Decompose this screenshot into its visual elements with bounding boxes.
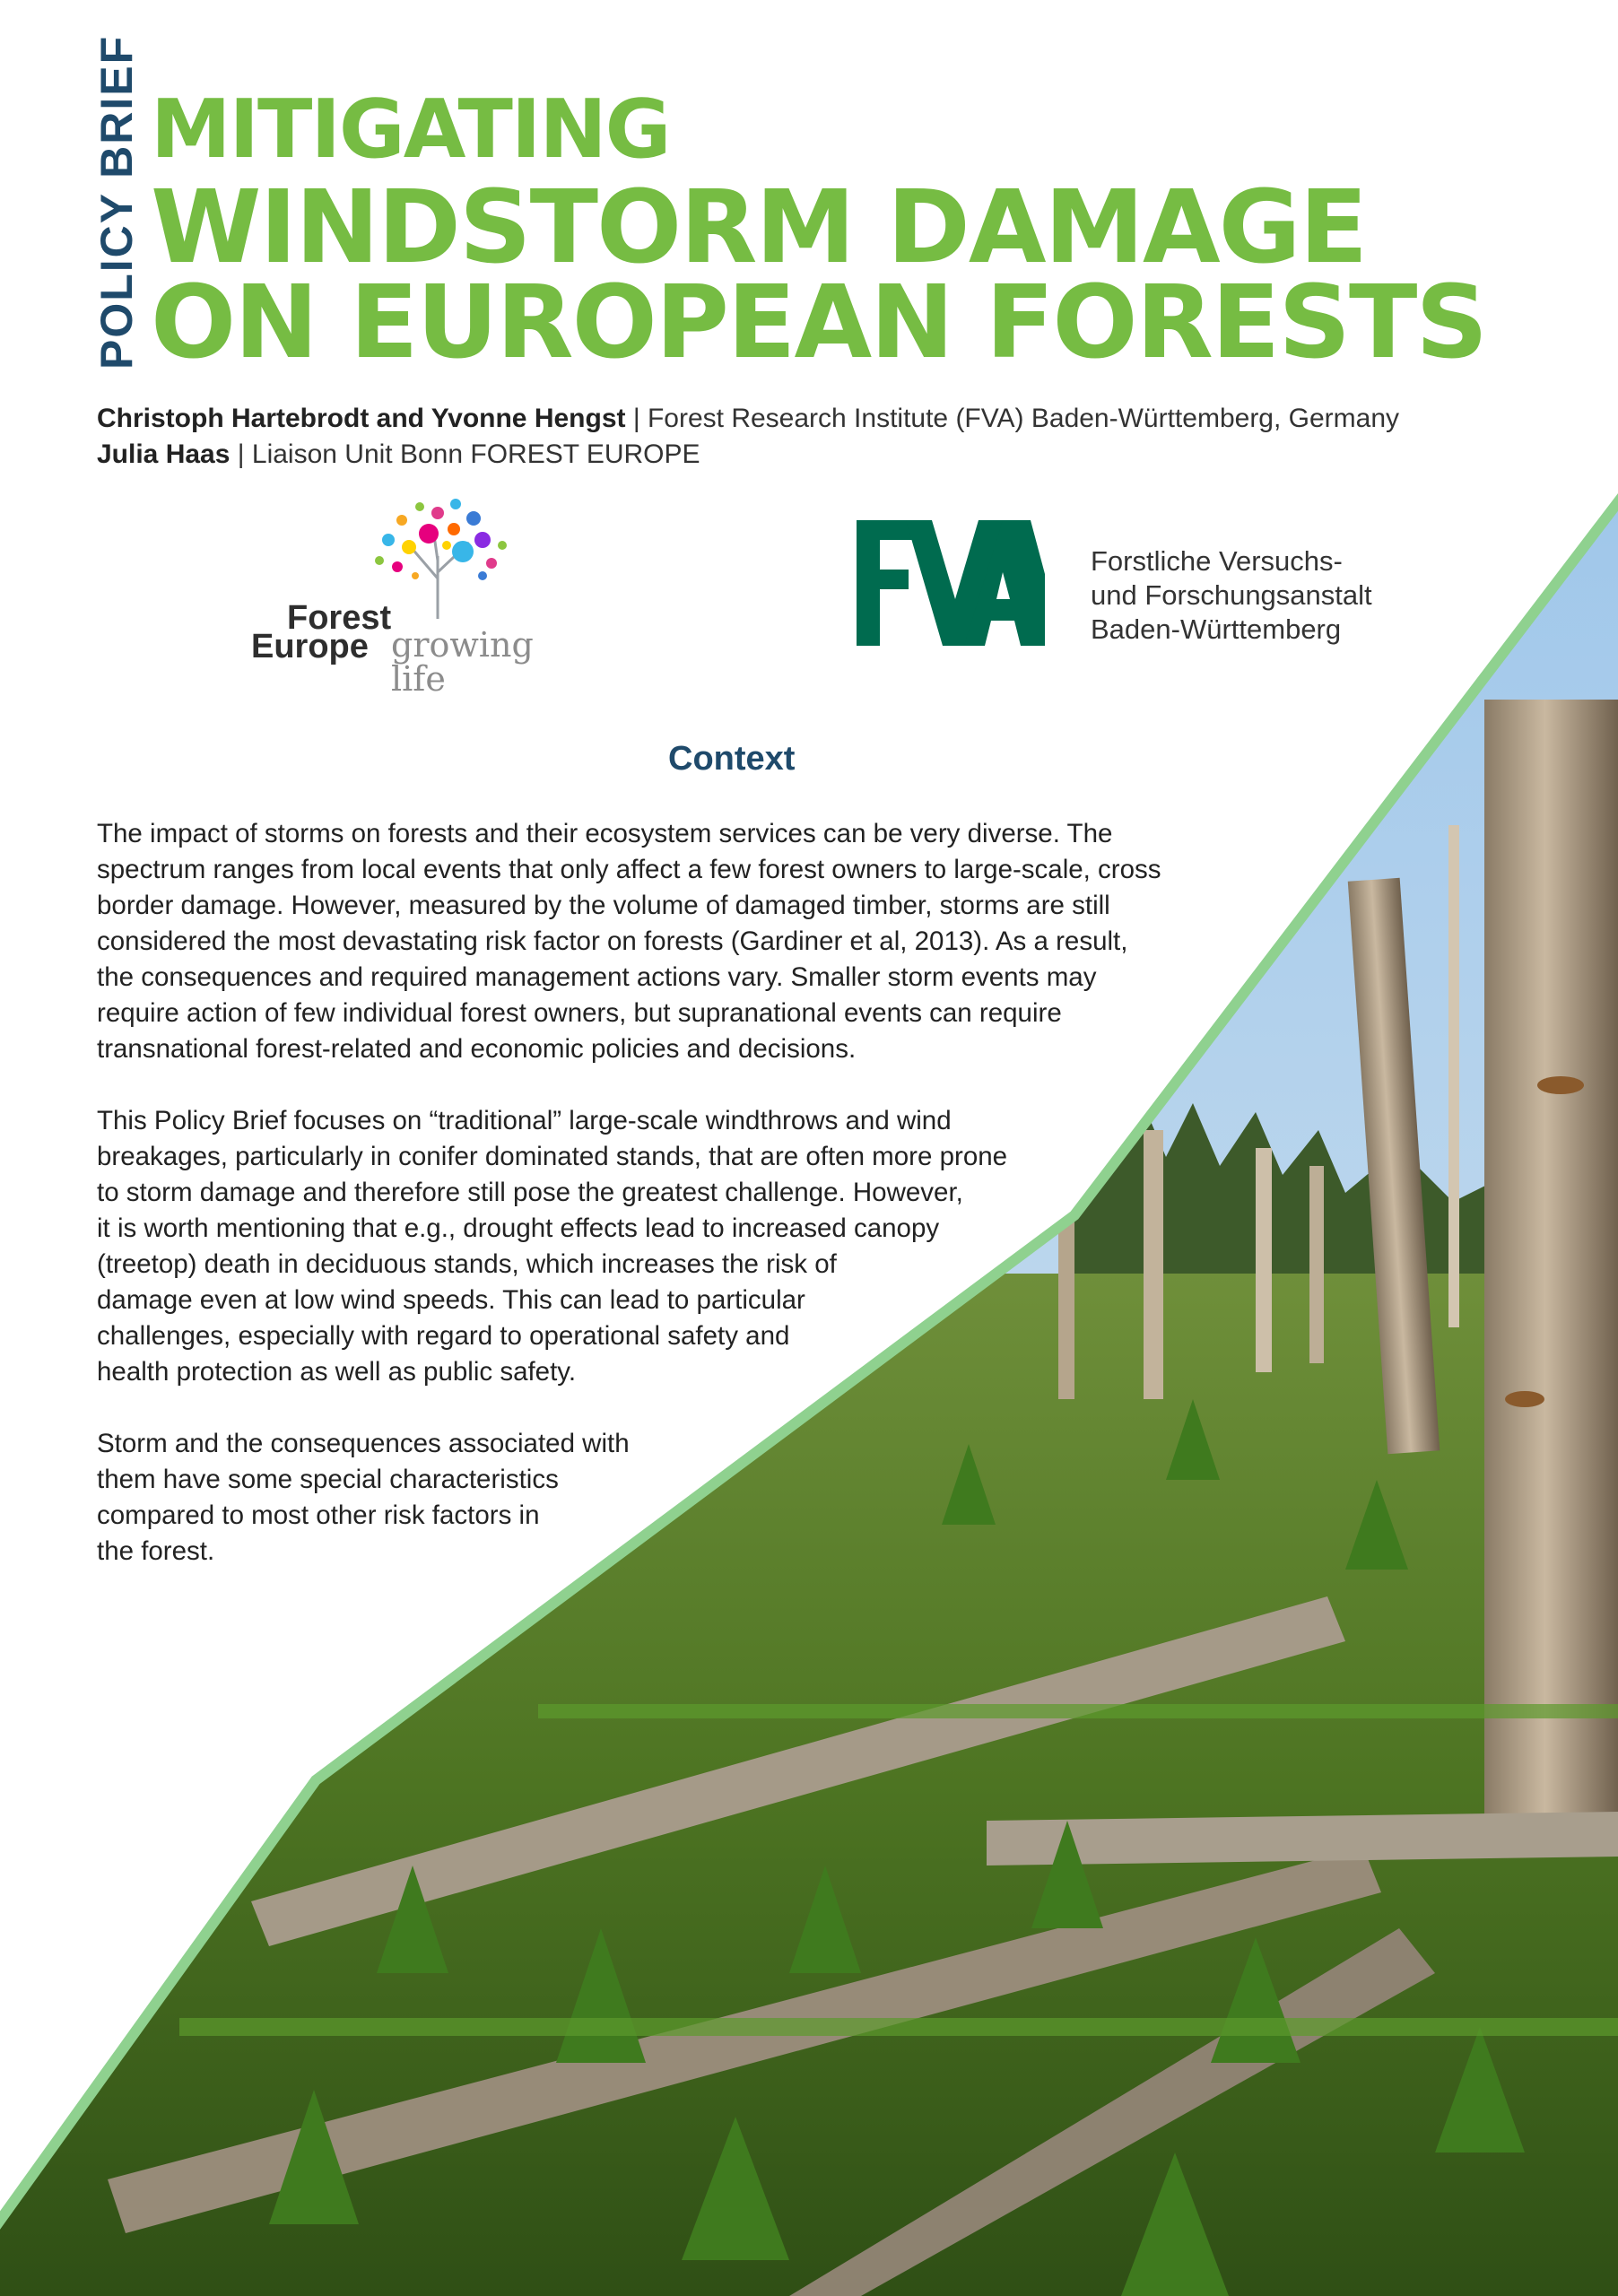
text-line: considered the most devastating risk factor on forests (Gardiner et al, 2013). As a result, xyxy=(97,926,1128,956)
text-line: the forest. xyxy=(97,1536,215,1566)
text-line: to storm damage and therefore still pose the greatest challenge. However, xyxy=(97,1178,963,1207)
text-line: This Policy Brief focuses on “traditional” large-scale windthrows and wind xyxy=(97,1106,952,1135)
author-names: Christoph Hartebrodt and Yvonne Hengst xyxy=(97,404,626,433)
text-line: damage even at low wind speeds. This can lead to particular xyxy=(97,1285,805,1315)
policy-brief-tag: POLICY BRIEF xyxy=(91,34,142,370)
text-line: breakages, particularly in conifer dominated stands, that are often more prone xyxy=(97,1142,1008,1171)
title-line-3: ON EUROPEAN FORESTS xyxy=(151,265,1487,381)
title-line-1: MITIGATING xyxy=(151,83,670,177)
text-line: require action of few individual forest owners, but supranational events can require xyxy=(97,998,1062,1028)
author-names: Julia Haas xyxy=(97,439,231,469)
fva-logo-mark xyxy=(857,520,1045,646)
text-line: it is worth mentioning that e.g., drought effects lead to increased canopy xyxy=(97,1213,940,1243)
text-line: The impact of storms on forests and their ecosystem services can be very diverse. The xyxy=(97,819,1113,848)
context-paragraph-3 xyxy=(97,1426,630,1570)
forest-europe-word-europe: Europe xyxy=(251,628,369,665)
text-line: them have some special characteristics xyxy=(97,1465,559,1494)
forest-europe-word-forest: Forest xyxy=(287,599,392,637)
context-paragraph-2 xyxy=(97,1103,1007,1390)
text-line: transnational forest-related and economic policies and decisions. xyxy=(97,1034,857,1064)
forest-europe-tagline: growing life xyxy=(391,625,534,699)
author-affiliation: | Liaison Unit Bonn FOREST EUROPE xyxy=(230,439,700,469)
text-line: compared to most other risk factors in xyxy=(97,1500,540,1530)
title-line-2: WINDSTORM DAMAGE xyxy=(151,170,1367,286)
context-heading: Context xyxy=(668,740,796,778)
text-line: challenges, especially with regard to operational safety and xyxy=(97,1321,790,1351)
text-line: border damage. However, measured by the volume of damaged timber, storms are still xyxy=(97,891,1110,920)
fva-name-line-2: und Forschungsanstalt xyxy=(1091,579,1372,611)
text-line: health protection as well as public safety. xyxy=(97,1357,577,1387)
author-affiliation: | Forest Research Institute (FVA) Baden-Württemberg, Germany xyxy=(625,404,1400,433)
text-line: Storm and the consequences associated with xyxy=(97,1429,630,1458)
author-line-2 xyxy=(97,439,700,470)
context-paragraph-1 xyxy=(97,816,1161,1067)
forest-europe-logo xyxy=(249,493,581,699)
text-line: spectrum ranges from local events that only affect a few forest owners to large-scale, cross xyxy=(97,855,1161,884)
text-line: the consequences and required management actions vary. Smaller storm events may xyxy=(97,962,1097,992)
fva-name-line-1: Forstliche Versuchs- xyxy=(1091,545,1343,577)
author-line-1 xyxy=(97,404,1399,434)
text-line: (treetop) death in deciduous stands, which increases the risk of xyxy=(97,1249,837,1279)
fva-name-line-3: Baden-Württemberg xyxy=(1091,613,1342,645)
